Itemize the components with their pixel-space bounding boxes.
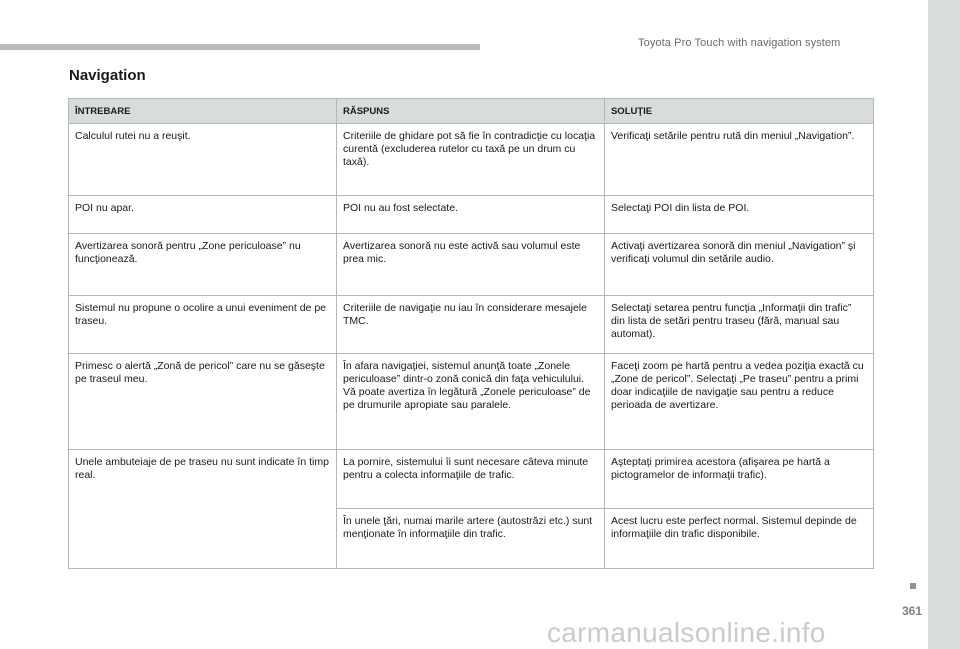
solution-cell: Aşteptaţi primirea acestora (afişarea pe hartă a pictogramelor de informaţii trafic). [604,450,873,509]
question-cell: Calculul rutei nu a reuşit. [69,124,337,196]
question-cell: Avertizarea sonoră pentru „Zone periculoase” nu funcţionează. [69,234,337,296]
solution-cell: Faceţi zoom pe hartă pentru a vedea poziţia exactă cu „Zone de pericol”. Selectaţi „Pe traseu” pentru a primi doar indicaţiile de navigaţie sau pentru a reduce perioada de avertizare. [604,354,873,450]
table-row [69,450,874,509]
question-cell: Primesc o alertă „Zonă de pericol” care nu se găseşte pe traseul meu. [69,354,337,450]
solution-cell: Activaţi avertizarea sonoră din meniul „Navigation” şi verificaţi volumul din setările audio. [604,234,873,296]
solution-cell: Acest lucru este perfect normal. Sistemul depinde de informaţiile din trafic disponibile. [604,509,873,569]
section-title: Navigation [69,67,146,84]
table-row [69,354,874,450]
column-header-solution: SOLUŢIE [604,99,873,124]
question-cell: Sistemul nu propune o ocolire a unui eveniment de pe traseu. [69,296,337,354]
question-cell: POI nu apar. [69,196,337,234]
answer-cell: Criteriile de navigaţie nu iau în considerare mesajele TMC. [337,296,605,354]
column-header-answer: RĂSPUNS [337,99,605,124]
solution-cell: Selectaţi POI din lista de POI. [604,196,873,234]
table-row [69,196,874,234]
table-row [69,296,874,354]
table-header-row [69,99,874,124]
answer-cell: POI nu au fost selectate. [337,196,605,234]
manual-title: Toyota Pro Touch with navigation system [638,37,841,49]
answer-cell: Criteriile de ghidare pot să fie în contradicţie cu locaţia curentă (excluderea rutelor cu taxă pe un drum cu taxă). [337,124,605,196]
faq-table [68,98,874,569]
column-header-question: ÎNTREBARE [69,99,337,124]
watermark: carmanualsonline.info [547,617,826,648]
header-bar [0,44,480,50]
side-strip [928,0,960,649]
table-row [69,124,874,196]
answer-cell: La pornire, sistemului îi sunt necesare câteva minute pentru a colecta informaţiile de trafic. [337,450,605,509]
solution-cell: Selectaţi setarea pentru funcţia „Informaţii din trafic” din lista de setări pentru traseu (fără, manual sau automat). [604,296,873,354]
answer-cell: În afara navigaţiei, sistemul anunţă toate „Zonele periculoase” dintr-o zonă conică din faţa vehiculului. Vă poate avertiza în legătură „Zonele periculoase” de pe drumurile apropiate sau paralele. [337,354,605,450]
answer-cell: Avertizarea sonoră nu este activă sau volumul este prea mic. [337,234,605,296]
table-row [69,234,874,296]
answer-cell: În unele ţări, numai marile artere (autostrăzi etc.) sunt menţionate în informaţiile din trafic. [337,509,605,569]
page-marker [910,583,916,589]
solution-cell: Verificaţi setările pentru rută din meniul „Navigation”. [604,124,873,196]
page-number: 361 [902,604,923,618]
question-cell: Unele ambuteiaje de pe traseu nu sunt indicate în timp real. [69,450,337,569]
